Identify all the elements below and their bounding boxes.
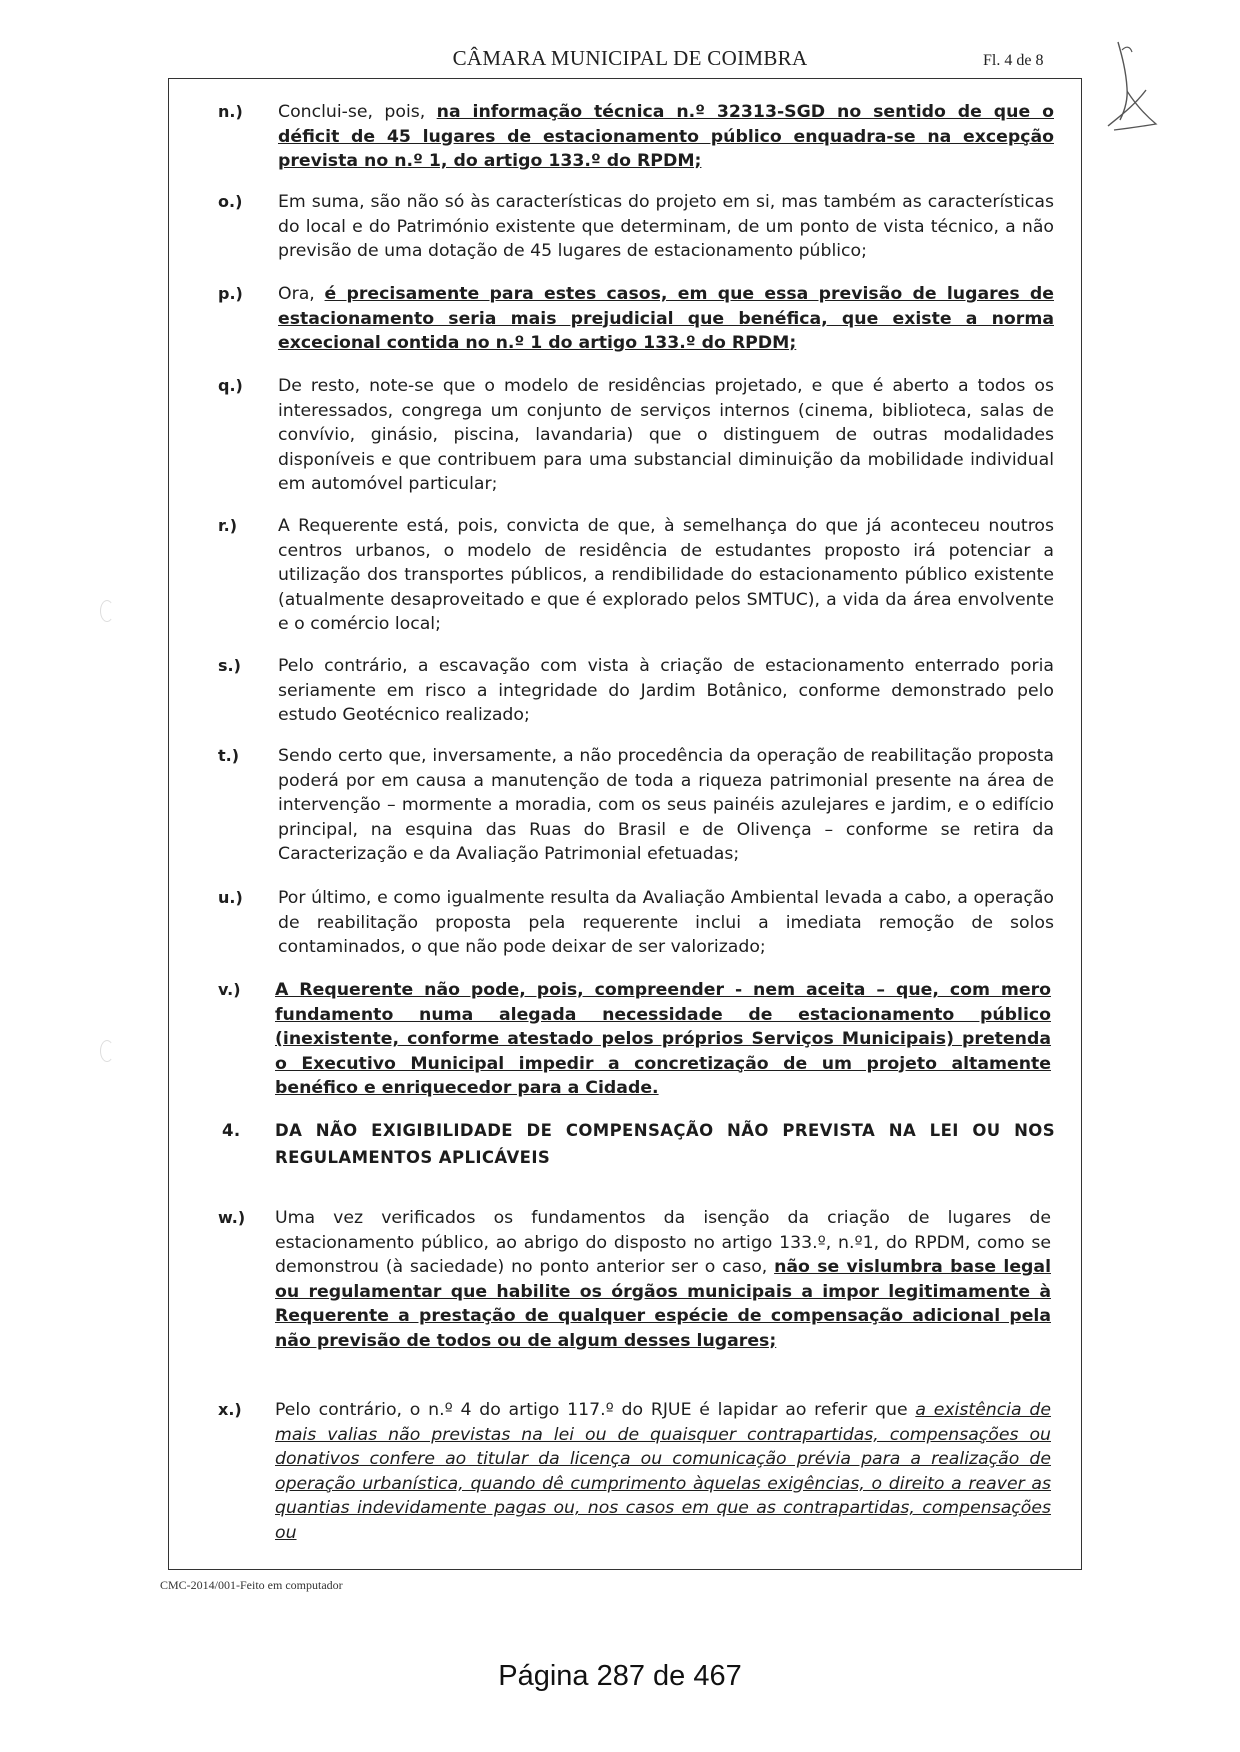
section-title: DA NÃO EXIGIBILIDADE DE COMPENSAÇÃO NÃO PREVISTA NA LEI OU NOS REGULAMENTOS APLICÁVEIS — [275, 1121, 1055, 1167]
item-marker: t.) — [218, 746, 240, 765]
item-marker: r.) — [218, 516, 237, 535]
form-code: CMC-2014/001-Feito em computador — [160, 1578, 343, 1592]
item-text: Pelo contrário, o n.º 4 do artigo 117.º do RJUE é lapidar ao referir que a existência de mais valias não previstas na lei ou de quaisquer contrapartidas, compensações ou donativos confere ao titular da licença ou comunicação prévia para a realização de operação urbanística, quando dê cumprimento àquelas exigências, o direito a reaver as quantias indevidamente pagas ou, nos casos em que as contrapartidas, compensações ou — [275, 1400, 1051, 1543]
item-text: Ora, é precisamente para estes casos, em que essa previsão de lugares de estacionamento seria mais prejudicial que benéfica, que existe a norma excecional contida no n.º 1 do artigo 133.º do RPDM; — [278, 284, 1054, 353]
section-number: 4. — [222, 1121, 241, 1140]
item-text: Uma vez verificados os fundamentos da isenção da criação de lugares de estacionamento público, ao abrigo do disposto no artigo 133.º, n.º1, do RPDM, como se demonstrou (à saciedade) no ponto anterior ser o caso, não se vislumbra base legal ou regulamentar que habilite os órgãos municipais a impor legitimamente à Requerente a prestação de qualquer espécie de compensação adicional pela não previsão de todos ou de algum desses lugares; — [275, 1208, 1051, 1351]
punch-hole-mark — [100, 600, 114, 622]
item-marker: q.) — [218, 376, 243, 395]
item-text: Em suma, são não só às características do projeto em si, mas também as características do local e do Património existente que determinam, de um ponto de vista técnico, a não previsão de uma dotação de 45 lugares de estacionamento público; — [278, 192, 1054, 261]
item-marker: w.) — [218, 1208, 246, 1227]
item-marker: o.) — [218, 192, 243, 211]
document-header-title: CÂMARA MUNICIPAL DE COIMBRA — [452, 46, 808, 70]
punch-hole-mark — [100, 1040, 114, 1062]
item-text: Conclui-se, pois, na informação técnica n.º 32313-SGD no sentido de que o déficit de 45 lugares de estacionamento público enquadra-se na excepção prevista no n.º 1, do artigo 133.º do RPDM; — [278, 102, 1054, 171]
item-text: Sendo certo que, inversamente, a não procedência da operação de reabilitação proposta poderá por em causa a manutenção de toda a riqueza patrimonial presente na área de intervenção – mormente a moradia, com os seus painéis azulejares e jardim, e o edifício principal, na esquina das Ruas do Brasil e de Olivença – conforme se retira da Caracterização e da Avaliação Patrimonial efetuadas; — [278, 746, 1054, 864]
item-text: A Requerente está, pois, convicta de que, à semelhança do que já aconteceu noutros centros urbanos, o modelo de residência de estudantes proposto irá potenciar a utilização dos transportes públicos, a rendibilidade do estacionamento público existente (atualmente desaproveitado e que é explorado pelos SMTUC), a vida da área envolvente e o comércio local; — [278, 516, 1054, 634]
item-text: Por último, e como igualmente resulta da Avaliação Ambiental levada a cabo, a operação de reabilitação proposta pela requerente inclui a imediata remoção de solos contaminados, o que não pode deixar de ser valorizado; — [278, 888, 1054, 957]
item-text: Pelo contrário, a escavação com vista à criação de estacionamento enterrado poria seriamente em risco a integridade do Jardim Botânico, conforme demonstrado pelo estudo Geotécnico realizado; — [278, 656, 1054, 725]
item-marker: p.) — [218, 284, 243, 303]
item-text: De resto, note-se que o modelo de residências projetado, e que é aberto a todos os interessados, congrega um conjunto de serviços internos (cinema, biblioteca, salas de convívio, ginásio, piscina, lavandaria) que o distinguem de outras modalidades disponíveis e que contribuem para uma substancial diminuição da mobilidade individual em automóvel particular; — [278, 376, 1054, 494]
item-marker: n.) — [218, 102, 243, 121]
item-marker: x.) — [218, 1400, 242, 1419]
item-marker: v.) — [218, 980, 241, 999]
item-marker: u.) — [218, 888, 243, 907]
page-number: Página 287 de 467 — [498, 1660, 742, 1692]
item-text: A Requerente não pode, pois, compreender - nem aceita – que, com mero fundamento numa alegada necessidade de estacionamento público (inexistente, conforme atestado pelos próprios Serviços Municipais) pretenda o Executivo Municipal impedir a concretização de um projeto altamente benéfico e enriquecedor para a Cidade. — [275, 980, 1051, 1098]
folio-number: Fl. 4 de 8 — [983, 52, 1044, 69]
item-marker: s.) — [218, 656, 241, 675]
handwritten-signature — [1100, 36, 1160, 136]
